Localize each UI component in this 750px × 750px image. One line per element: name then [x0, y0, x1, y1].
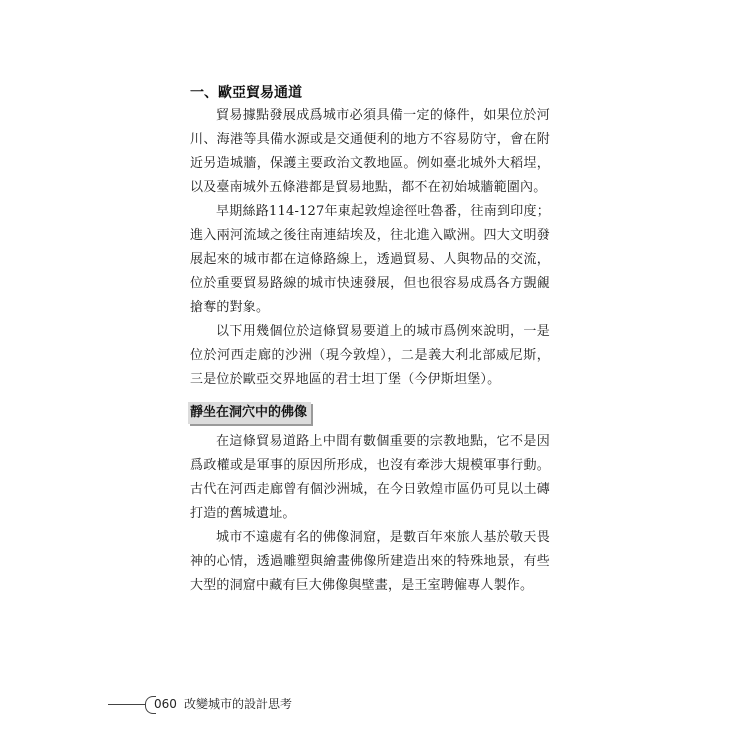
subsection-heading: 靜坐在洞穴中的佛像: [188, 402, 311, 424]
paragraph: 城市不遠處有名的佛像洞窟，是數百年來旅人基於敬天畏神的心情，透過雕塑與繪畫佛像所建造出來的特殊地景，有些大型的洞窟中藏有巨大佛像與壁畫，是王室聘僱專人製作。: [190, 530, 550, 593]
page-number: 060: [154, 697, 177, 711]
subsection-heading-box: [188, 401, 550, 425]
paragraph: 貿易據點發展成爲城市必須具備一定的條件，如果位於河川、海港等具備水源或是交通便利的地方不容易防守，會在附近另造城牆，保護主要政治文教地區。例如臺北城外大稻埕，以及臺南城外五條港都是貿易地點，都不在初始城牆範圍內。: [190, 108, 550, 195]
paragraph: 早期絲路114-127年東起敦煌途徑吐魯番，往南到印度；進入兩河流域之後往南連結埃及，往北進入歐洲。四大文明發展起來的城市都在這條路線上，透過貿易、人與物品的交流，位於重要貿易路線的城市快速發展，但也很容易成爲各方覬覦搶奪的對象。: [190, 204, 550, 315]
page-footer: [108, 692, 408, 716]
paragraph: 在這條貿易道路上中間有數個重要的宗教地點，它不是因爲政權或是軍事的原因所形成，也沒有牽涉大規模軍事行動。古代在河西走廊曾有個沙洲城，在今日敦煌市區仍可見以土磚打造的舊城遺址。: [190, 434, 550, 521]
footer-rule: [108, 704, 146, 705]
section-heading: 一、歐亞貿易通道: [190, 85, 302, 101]
book-title: 改變城市的設計思考: [184, 697, 293, 711]
paragraph: 以下用幾個位於這條貿易要道上的城市爲例來說明，一是位於河西走廊的沙洲（現今敦煌），二是義大利北部威尼斯，三是位於歐亞交界地區的君士坦丁堡（今伊斯坦堡）。: [190, 324, 550, 387]
page-content: [190, 78, 550, 598]
